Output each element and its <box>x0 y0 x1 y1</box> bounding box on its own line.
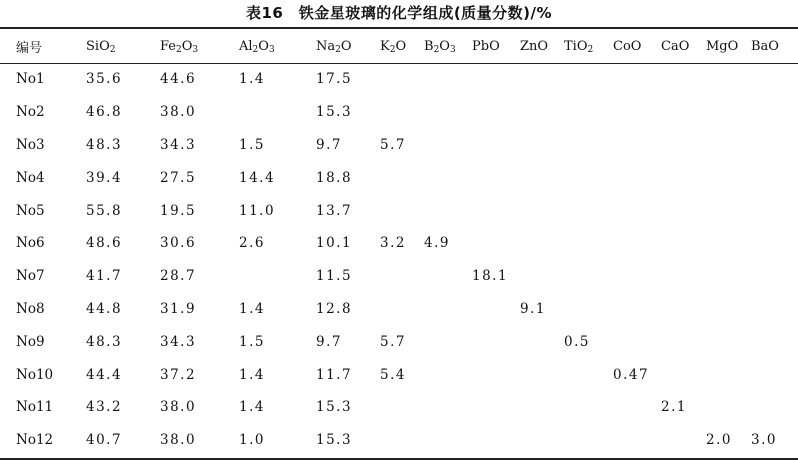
column-header-subscript: 3 <box>268 45 275 55</box>
value-cell: 5.4 <box>380 366 406 383</box>
table-row <box>0 96 798 129</box>
value-cell <box>706 260 751 293</box>
value-cell <box>661 260 706 293</box>
value-cell <box>613 194 661 227</box>
value-cell <box>424 293 472 326</box>
column-header-label: B <box>424 39 434 54</box>
value-cell <box>380 161 424 194</box>
value-cell: 2.1 <box>661 399 687 416</box>
value-cell: 37.2 <box>160 366 197 383</box>
value-cell: 15.3 <box>316 399 353 416</box>
value-cell <box>239 96 316 129</box>
value-cell <box>661 293 706 326</box>
sample-id-cell: No8 <box>16 300 45 317</box>
value-cell <box>472 358 520 391</box>
column-header-label: CoO <box>613 39 642 54</box>
value-cell <box>472 424 520 457</box>
value-cell: 44.8 <box>86 300 123 317</box>
value-cell <box>520 161 564 194</box>
composition-table <box>0 30 798 457</box>
value-cell: 1.4 <box>239 399 265 416</box>
column-header-label: BaO <box>751 39 779 54</box>
value-cell: 9.7 <box>316 333 342 350</box>
value-cell: 48.3 <box>86 333 123 350</box>
value-cell <box>424 358 472 391</box>
table-row <box>0 391 798 424</box>
value-cell <box>564 424 613 457</box>
value-cell <box>424 424 472 457</box>
value-cell <box>564 260 613 293</box>
value-cell <box>661 96 706 129</box>
column-header-label: MgO <box>706 39 739 54</box>
value-cell: 1.4 <box>239 366 265 383</box>
column-header-suffix: O <box>439 39 450 54</box>
value-cell <box>706 325 751 358</box>
value-cell <box>472 194 520 227</box>
column-header-label: Fe <box>160 39 177 54</box>
sample-id-cell: No5 <box>16 202 45 219</box>
value-cell: 17.5 <box>316 71 353 88</box>
value-cell <box>564 194 613 227</box>
value-cell <box>520 260 564 293</box>
value-cell: 9.1 <box>520 300 546 317</box>
value-cell <box>613 293 661 326</box>
value-cell: 28.7 <box>160 268 197 285</box>
value-cell <box>472 129 520 162</box>
value-cell: 34.3 <box>160 136 197 153</box>
column-header-label: Al <box>239 39 253 54</box>
value-cell <box>472 325 520 358</box>
value-cell: 46.8 <box>86 104 123 121</box>
value-cell <box>751 227 798 260</box>
value-cell <box>472 227 520 260</box>
value-cell: 35.6 <box>86 71 123 88</box>
column-header-label: Na <box>316 39 336 54</box>
value-cell <box>380 424 424 457</box>
value-cell <box>706 194 751 227</box>
header-row <box>0 30 798 63</box>
column-header-subscript: 3 <box>449 45 456 55</box>
value-cell <box>661 129 706 162</box>
value-cell <box>751 293 798 326</box>
table-row <box>0 227 798 260</box>
sample-id-cell: No4 <box>16 169 45 186</box>
value-cell: 18.1 <box>472 268 509 285</box>
column-header-suffix: O <box>340 39 352 54</box>
value-cell <box>613 129 661 162</box>
column-header <box>424 30 472 63</box>
value-cell <box>706 227 751 260</box>
column-header-suffix: O <box>181 39 193 54</box>
value-cell: 30.6 <box>160 235 197 252</box>
column-header-subscript: 2 <box>389 45 396 55</box>
value-cell: 1.5 <box>239 136 265 153</box>
value-cell <box>520 227 564 260</box>
value-cell <box>239 260 316 293</box>
column-header-label: 编号 <box>16 41 43 56</box>
value-cell <box>564 129 613 162</box>
value-cell: 48.6 <box>86 235 123 252</box>
value-cell: 4.9 <box>424 235 450 252</box>
value-cell <box>520 325 564 358</box>
column-header <box>86 30 160 63</box>
column-header <box>316 30 380 63</box>
value-cell <box>472 391 520 424</box>
column-header-id <box>0 30 86 63</box>
value-cell <box>472 63 520 96</box>
value-cell <box>706 293 751 326</box>
value-cell: 11.0 <box>239 202 276 219</box>
value-cell <box>520 96 564 129</box>
value-cell: 3.0 <box>751 432 777 449</box>
value-cell <box>661 161 706 194</box>
value-cell <box>751 325 798 358</box>
sample-id-cell: No2 <box>16 104 45 121</box>
value-cell: 1.5 <box>239 333 265 350</box>
column-header-label: ZnO <box>520 39 549 54</box>
value-cell: 15.3 <box>316 432 353 449</box>
value-cell: 9.7 <box>316 136 342 153</box>
value-cell: 2.0 <box>706 432 732 449</box>
sample-id-cell: No3 <box>16 136 45 153</box>
column-header <box>160 30 239 63</box>
value-cell <box>424 129 472 162</box>
column-header-suffix: O <box>258 39 269 54</box>
column-header-label: K <box>380 39 390 54</box>
value-cell: 10.1 <box>316 235 353 252</box>
value-cell <box>380 293 424 326</box>
value-cell <box>613 391 661 424</box>
table-row <box>0 293 798 326</box>
sample-id-cell: No7 <box>16 268 45 285</box>
value-cell <box>564 227 613 260</box>
value-cell: 19.5 <box>160 202 197 219</box>
value-cell: 0.5 <box>564 333 590 350</box>
table-body <box>0 63 798 457</box>
column-header-subscript: 3 <box>192 45 199 55</box>
value-cell <box>424 63 472 96</box>
column-header <box>661 30 706 63</box>
value-cell: 55.8 <box>86 202 123 219</box>
value-cell <box>751 194 798 227</box>
column-header-subscript: 2 <box>252 45 259 55</box>
value-cell <box>380 260 424 293</box>
table-row <box>0 63 798 96</box>
top-rule <box>0 27 798 29</box>
value-cell <box>564 293 613 326</box>
column-header-label: CaO <box>661 39 690 54</box>
sample-id-cell: No12 <box>16 432 54 449</box>
value-cell <box>661 358 706 391</box>
value-cell <box>613 63 661 96</box>
column-header-label: TiO <box>564 39 588 54</box>
value-cell <box>424 391 472 424</box>
sample-id-cell: No10 <box>16 366 54 383</box>
value-cell <box>613 325 661 358</box>
value-cell <box>520 424 564 457</box>
table-row <box>0 260 798 293</box>
value-cell <box>706 358 751 391</box>
value-cell: 12.8 <box>316 300 353 317</box>
value-cell <box>424 161 472 194</box>
table-row <box>0 325 798 358</box>
column-header-label: SiO <box>86 39 110 54</box>
table-row <box>0 194 798 227</box>
value-cell <box>751 358 798 391</box>
value-cell <box>613 424 661 457</box>
sample-id-cell: No9 <box>16 333 45 350</box>
value-cell: 5.7 <box>380 333 406 350</box>
value-cell: 3.2 <box>380 235 406 252</box>
value-cell <box>380 194 424 227</box>
column-header <box>706 30 751 63</box>
value-cell: 13.7 <box>316 202 353 219</box>
value-cell <box>613 227 661 260</box>
value-cell <box>613 260 661 293</box>
column-header <box>380 30 424 63</box>
value-cell <box>424 194 472 227</box>
value-cell <box>380 63 424 96</box>
bottom-rule <box>0 458 798 460</box>
value-cell <box>751 161 798 194</box>
column-header <box>472 30 520 63</box>
value-cell: 2.6 <box>239 235 265 252</box>
value-cell <box>661 424 706 457</box>
value-cell: 5.7 <box>380 136 406 153</box>
table-row <box>0 129 798 162</box>
column-header-subscript: 2 <box>176 45 182 55</box>
value-cell: 34.3 <box>160 333 197 350</box>
value-cell <box>706 391 751 424</box>
value-cell: 38.0 <box>160 104 197 121</box>
value-cell <box>661 63 706 96</box>
table-title: 表16 铁金星玻璃的化学组成(质量分数)/% <box>245 4 553 22</box>
column-header-label: PbO <box>472 39 500 54</box>
value-cell <box>661 325 706 358</box>
value-cell <box>751 96 798 129</box>
value-cell: 27.5 <box>160 169 197 186</box>
value-cell <box>472 96 520 129</box>
value-cell: 1.4 <box>239 71 265 88</box>
column-header <box>564 30 613 63</box>
value-cell: 40.7 <box>86 432 123 449</box>
sample-id-cell: No6 <box>16 235 45 252</box>
value-cell: 1.4 <box>239 300 265 317</box>
value-cell <box>564 391 613 424</box>
value-cell: 14.4 <box>239 169 276 186</box>
value-cell <box>520 63 564 96</box>
value-cell <box>380 96 424 129</box>
value-cell <box>564 161 613 194</box>
value-cell: 38.0 <box>160 399 197 416</box>
value-cell: 48.3 <box>86 136 123 153</box>
value-cell: 38.0 <box>160 432 197 449</box>
table-row <box>0 358 798 391</box>
value-cell: 44.4 <box>86 366 123 383</box>
value-cell <box>706 129 751 162</box>
value-cell <box>424 325 472 358</box>
value-cell: 11.7 <box>316 366 353 383</box>
table-row <box>0 161 798 194</box>
sample-id-cell: No11 <box>16 399 54 416</box>
table-header <box>0 30 798 63</box>
value-cell <box>751 391 798 424</box>
value-cell: 39.4 <box>86 169 123 186</box>
column-header-subscript: 2 <box>335 45 341 55</box>
column-header <box>613 30 661 63</box>
value-cell <box>706 161 751 194</box>
table-row <box>0 424 798 457</box>
value-cell: 43.2 <box>86 399 123 416</box>
value-cell <box>424 260 472 293</box>
column-header-subscript: 2 <box>433 45 440 55</box>
value-cell: 0.47 <box>613 366 650 383</box>
value-cell <box>564 358 613 391</box>
value-cell: 11.5 <box>316 268 353 285</box>
value-cell <box>661 227 706 260</box>
column-header-suffix: O <box>395 39 407 54</box>
value-cell: 44.6 <box>160 71 197 88</box>
value-cell <box>520 358 564 391</box>
value-cell <box>424 96 472 129</box>
value-cell <box>751 260 798 293</box>
value-cell <box>661 194 706 227</box>
value-cell: 31.9 <box>160 300 197 317</box>
value-cell <box>472 293 520 326</box>
value-cell: 15.3 <box>316 104 353 121</box>
value-cell <box>706 96 751 129</box>
value-cell <box>613 96 661 129</box>
value-cell <box>520 391 564 424</box>
value-cell <box>520 194 564 227</box>
value-cell <box>564 96 613 129</box>
value-cell <box>613 161 661 194</box>
value-cell <box>380 391 424 424</box>
value-cell <box>751 129 798 162</box>
value-cell: 18.8 <box>316 169 353 186</box>
value-cell <box>751 63 798 96</box>
column-header-subscript: 2 <box>109 45 116 55</box>
column-header-subscript: 2 <box>587 45 594 55</box>
value-cell <box>706 63 751 96</box>
value-cell <box>472 161 520 194</box>
value-cell: 1.0 <box>239 432 265 449</box>
column-header <box>751 30 798 63</box>
sample-id-cell: No1 <box>16 71 45 88</box>
value-cell: 41.7 <box>86 268 123 285</box>
column-header <box>239 30 316 63</box>
column-header <box>520 30 564 63</box>
value-cell <box>520 129 564 162</box>
value-cell <box>564 63 613 96</box>
